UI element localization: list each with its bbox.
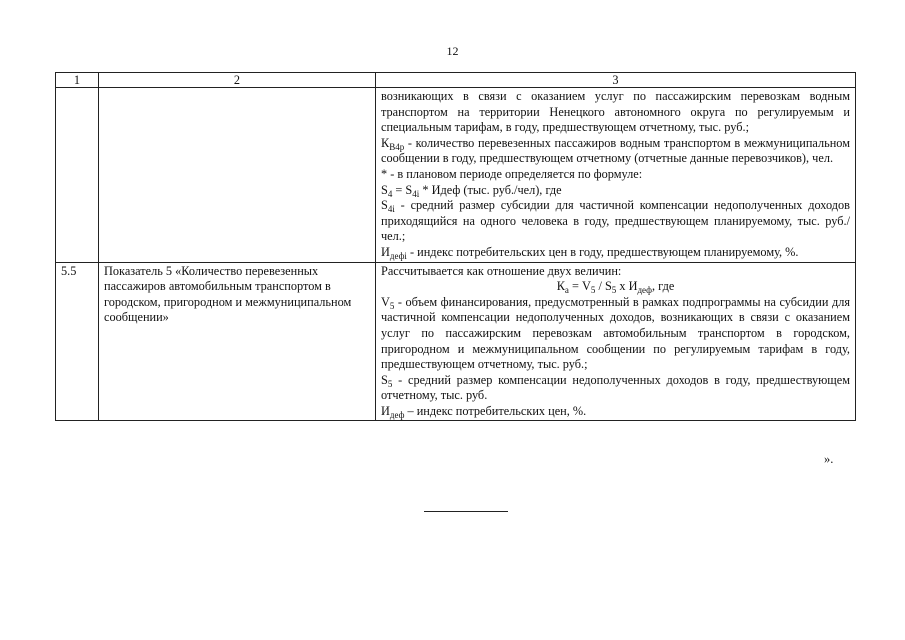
definition-text: - средний размер компенсации недополученных доходов в году, предшествующем отчетному, тыс. руб. <box>381 372 850 403</box>
formula-subscript: 5 <box>590 285 596 296</box>
symbol-subscript: 4i <box>387 204 395 215</box>
definition-i-def <box>381 404 850 420</box>
definition-k-v4r <box>381 136 850 167</box>
symbol: К <box>381 135 390 150</box>
definition-text: – индекс потребительских цен, %. <box>404 403 587 418</box>
symbol: И <box>381 244 390 259</box>
symbol-subscript: деф <box>389 409 405 420</box>
header-col-3: 3 <box>376 73 856 88</box>
calculation-description-cell <box>376 262 856 421</box>
table-row <box>56 262 856 421</box>
symbol-subscript: дефi <box>389 250 407 261</box>
row-number-cell: 5.5 <box>56 262 99 421</box>
formula-part: S <box>381 182 388 197</box>
formula-part: = S <box>392 182 413 197</box>
definition-text: - объем финансирования, предусмотренный в рамках подпрограммы на субсидии для частичной компенсации недополученных доходов, возникающих в связи с оказанием услуг по пассажирским перевозкам автомобильным транспортом в городском, пригородном и межмуниципальном сообщении по регулируемым тарифам в году, предшествующем отчетному, тыс. руб.; <box>381 294 850 372</box>
formula-subscript: 4i <box>412 188 420 199</box>
header-col-2: 2 <box>99 73 376 88</box>
formula-part: = V <box>568 279 591 294</box>
symbol-subscript: 5 <box>387 378 393 389</box>
symbol-subscript: 5 <box>389 300 395 311</box>
formula-subscript: 5 <box>611 285 617 296</box>
definition-i-defi <box>381 245 850 261</box>
formula-part: х И <box>616 279 638 294</box>
symbol: S <box>381 198 388 213</box>
symbol: И <box>381 403 390 418</box>
definition-s4i <box>381 198 850 245</box>
row-number-cell <box>56 88 99 263</box>
definition-v5 <box>381 295 850 373</box>
indicator-table <box>55 72 856 421</box>
divider-line <box>424 511 508 512</box>
symbol: S <box>381 372 388 387</box>
formula-part: , где <box>651 279 675 294</box>
definition-text: - средний размер субсидии для частичной компенсации недополученных доходов приходящийся на одного человека в году, предшествующем планируемому, тыс. руб./чел.; <box>381 198 850 244</box>
definition-text: - индекс потребительских цен в году, предшествующем планируемому, %. <box>406 244 799 259</box>
formula-part: К <box>556 279 565 294</box>
paragraph: Рассчитывается как отношение двух величин: <box>381 263 622 278</box>
indicator-name-cell <box>99 88 376 263</box>
formula-ka <box>381 279 850 295</box>
symbol: V <box>381 294 390 309</box>
table-row <box>56 88 856 263</box>
header-col-1: 1 <box>56 73 99 88</box>
formula-s4 <box>381 183 850 199</box>
paragraph: * - в плановом периоде определяется по формуле: <box>381 166 643 181</box>
symbol-subscript: В4р <box>389 141 405 152</box>
definition-s5 <box>381 373 850 404</box>
table-header-row <box>56 73 856 88</box>
formula-subscript: деф <box>637 285 652 296</box>
page-number: 12 <box>446 44 459 58</box>
calculation-description-cell <box>376 88 856 263</box>
formula-subscript: а <box>564 285 569 296</box>
indicator-name-cell: Показатель 5 «Количество перевезенных пассажиров автомобильным транспортом в городском, пригородном и межмуниципальном сообщении» <box>99 262 376 421</box>
formula-part: * Идеф (тыс. руб./чел), где <box>419 182 562 197</box>
definition-text: - количество перевезенных пассажиров водным транспортом в межмуниципальном сообщении в году, предшествующем отчетному (отчетные данные перевозчиков), чел. <box>381 135 850 166</box>
closing-quote-mark: ». <box>824 452 834 466</box>
formula-part: / S <box>595 279 612 294</box>
paragraph: возникающих в связи с оказанием услуг по пассажирским перевозкам водным транспортом на территории Ненецкого автономного округа по регулируемым и специальным тарифам, в году, предшествующем отчетному, тыс. руб.; <box>381 89 850 135</box>
formula-subscript: 4 <box>387 188 393 199</box>
